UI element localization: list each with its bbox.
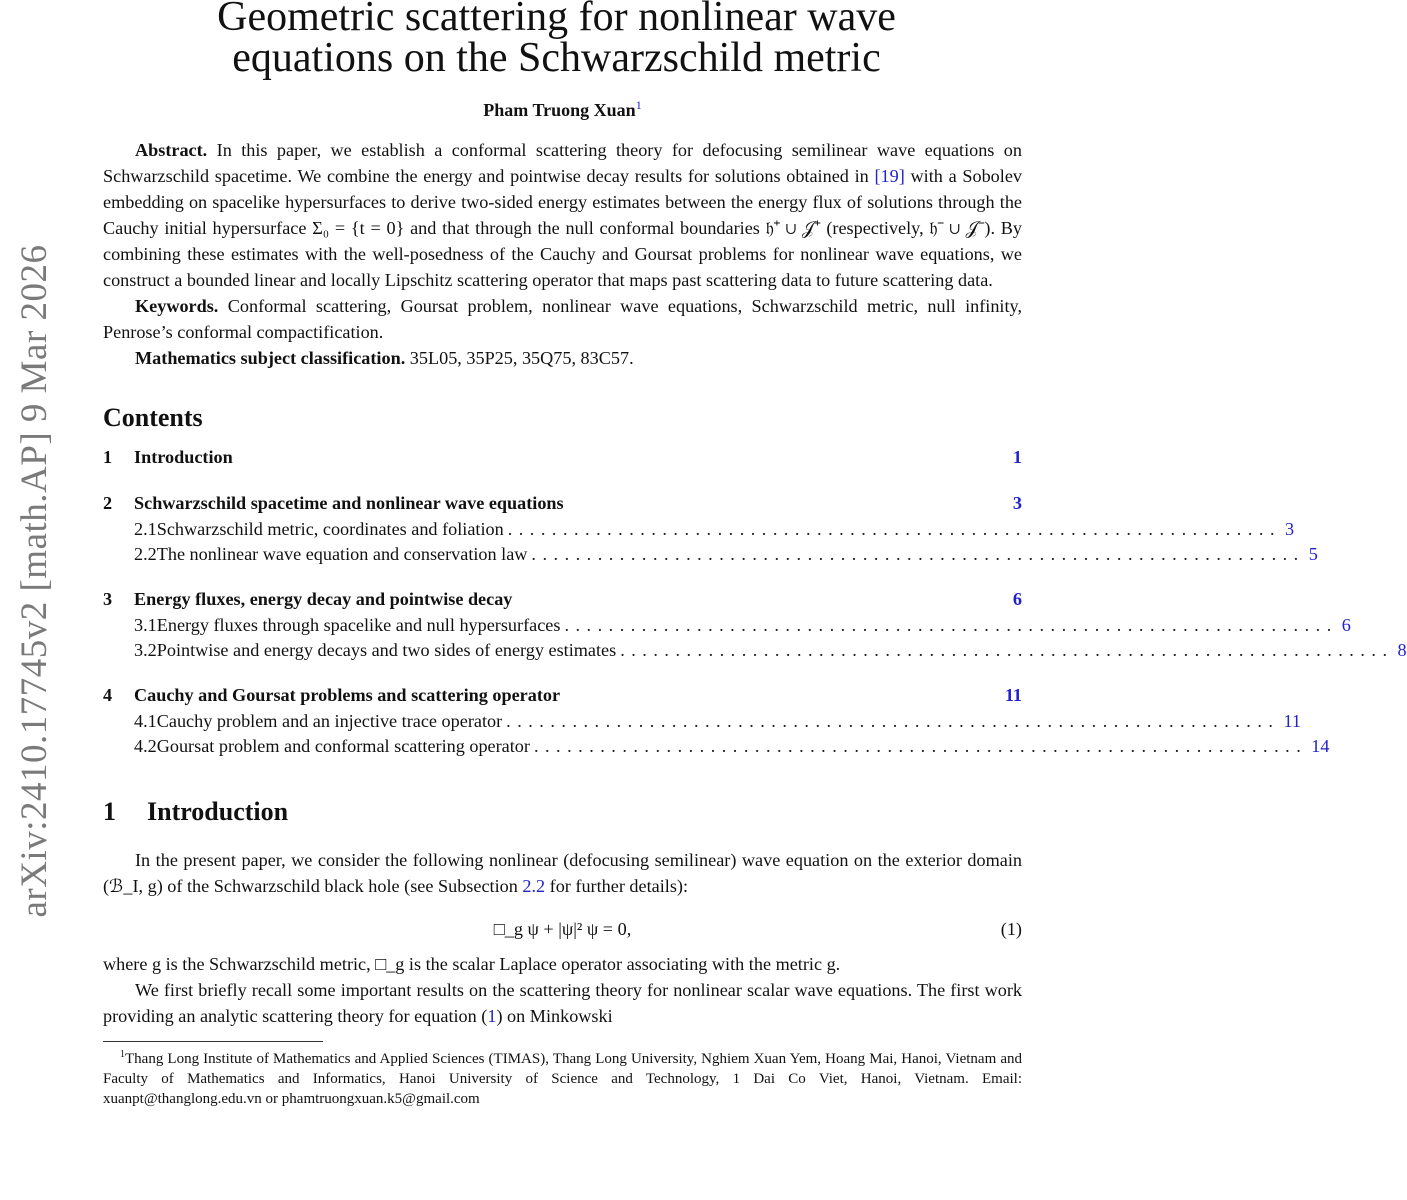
- toc-subsection-2-1[interactable]: [103, 519, 1295, 544]
- toc-section-number: 1: [103, 447, 113, 467]
- toc-leader-dots: ......................................................................: [533, 736, 1308, 756]
- toc-subsection-label: Schwarzschild metric, coordinates and foliation: [156, 519, 504, 539]
- toc-page-link[interactable]: 6: [1012, 589, 1022, 609]
- toc-page-link[interactable]: 6: [1341, 615, 1351, 635]
- intro-text: In the present paper, we consider the following nonlinear (defocusing semilinear) wave equation on the exterior domain (ℬ_I, g) of the Schwarzschild black hole (see Subsection: [103, 850, 1022, 896]
- toc-leader-dots: ......................................................................: [620, 640, 1394, 660]
- section-heading-introduction: [103, 797, 1022, 827]
- toc-page-link[interactable]: 8: [1397, 640, 1407, 660]
- toc-leader-dots: ......................................................................: [507, 519, 1281, 539]
- toc-subsection-number: 2.2: [134, 544, 157, 564]
- abstract-label: Abstract.: [135, 140, 208, 160]
- citation-link-19[interactable]: [19]: [874, 166, 905, 186]
- toc-section-label: Energy fluxes, energy decay and pointwise decay: [134, 589, 513, 609]
- toc-subsection-label: Cauchy problem and an injective trace operator: [156, 711, 503, 731]
- msc-text: 35L05, 35P25, 35Q75, 83C57.: [405, 348, 634, 368]
- toc-section-1[interactable]: [103, 447, 1022, 473]
- toc-section-label: Cauchy and Goursat problems and scattering operator: [134, 685, 561, 705]
- toc-subsection-number: 2.1: [134, 519, 157, 539]
- equation-link-1[interactable]: 1: [487, 1006, 497, 1026]
- toc-subsection-number: 3.2: [134, 640, 157, 660]
- toc-subsection-3-2[interactable]: [103, 640, 1407, 665]
- toc-section-number: 4: [103, 685, 113, 705]
- equation-number: (1): [1000, 919, 1022, 939]
- equation-1: [103, 911, 1022, 951]
- intro-paragraph-1: [103, 847, 1022, 899]
- toc-subsection-label: Energy fluxes through spacelike and null hypersurfaces: [156, 615, 561, 635]
- keywords-text: Conformal scattering, Goursat problem, nonlinear wave equations, Schwarzschild metric, null infinity, Penrose’s conformal compactification.: [103, 296, 1022, 342]
- toc-section-label: Introduction: [134, 447, 233, 467]
- intro-text: We first briefly recall some important results on the scattering theory for nonlinear scalar wave equations. The first work providing an analytic scattering theory for equation (: [103, 980, 1022, 1026]
- toc-section-number: 3: [103, 589, 113, 609]
- toc-subsection-number: 3.1: [134, 615, 157, 635]
- toc-page-link[interactable]: 3: [1012, 493, 1022, 513]
- toc-page-link[interactable]: 1: [1012, 447, 1022, 467]
- toc-subsection-3-1[interactable]: [103, 615, 1351, 640]
- author-footnote-link[interactable]: 1: [635, 98, 642, 112]
- section-title: Introduction: [147, 797, 289, 826]
- abstract: [103, 137, 1022, 293]
- section-number: 1: [103, 797, 116, 826]
- toc-section-4[interactable]: [103, 685, 1022, 711]
- title-line-1: Geometric scattering for nonlinear wave: [217, 0, 896, 40]
- abstract-text-2: with a Sobolev embedding on spacelike hypersurfaces to derive two-sided energy estimates between the energy flux of solutions through the Cauchy initial hypersurface Σ₀ = {t = 0} and that through the null conformal boundaries 𝔥⁺ ∪ 𝒥⁺ (respectively, 𝔥⁻ ∪ 𝒥⁻). By combining these estimates with the well-posedness of the Cauchy and Goursat problems for nonlinear wave equations, we construct a bounded linear and locally Lipschitz scattering operator that maps past scattering data to future scattering data.: [103, 166, 1022, 290]
- toc-page-link[interactable]: 5: [1308, 544, 1318, 564]
- table-of-contents: [103, 447, 1407, 761]
- title-line-2: equations on the Schwarzschild metric: [232, 35, 881, 81]
- abstract-text-1: In this paper, we establish a conformal scattering theory for defocusing semilinear wave equations on Schwarzschild spacetime. We combine the energy and pointwise decay results for solutions obtained in: [103, 140, 1022, 186]
- toc-subsection-label: Pointwise and energy decays and two sides of energy estimates: [156, 640, 617, 660]
- intro-paragraph-3: [103, 977, 1022, 1029]
- toc-page-link[interactable]: 3: [1284, 519, 1295, 539]
- author-line: [103, 98, 1022, 120]
- footnote-text: Thang Long Institute of Mathematics and Applied Sciences (TIMAS), Thang Long University, Nghiem Xuan Yem, Hoang Mai, Hanoi, Vietnam and Faculty of Mathematics and Informatics, Hanoi University of Science and Technology, 1 Dai Co Viet, Hanoi, Vietnam. Email: xuanpt@thanglong.edu.vn or phamtruongxuan.k5@gmail.com: [103, 1051, 1022, 1107]
- toc-section-label: Schwarzschild spacetime and nonlinear wave equations: [134, 493, 564, 513]
- paper-title: [97, 0, 1016, 79]
- toc-subsection-4-2[interactable]: [103, 736, 1330, 761]
- toc-subsection-2-2[interactable]: [103, 544, 1318, 569]
- msc-label: Mathematics subject classification.: [135, 348, 406, 368]
- keywords: [103, 293, 1022, 345]
- toc-subsection-number: 4.1: [134, 711, 157, 731]
- contents-heading: Contents: [103, 403, 203, 432]
- footnote-affiliation: [103, 1045, 1022, 1109]
- intro-text: for further details):: [545, 876, 689, 896]
- toc-leader-dots: ......................................................................: [564, 615, 1338, 635]
- subsection-link-2-2[interactable]: 2.2: [522, 876, 546, 896]
- toc-page-link[interactable]: 11: [1004, 685, 1022, 705]
- toc-subsection-number: 4.2: [134, 736, 157, 756]
- intro-paragraph-2: where g is the Schwarzschild metric, □_g is the scalar Laplace operator associating with the metric g.: [103, 954, 841, 974]
- toc-section-3[interactable]: [103, 589, 1022, 615]
- toc-leader-dots: ......................................................................: [531, 544, 1305, 564]
- author-name: Pham Truong Xuan: [483, 100, 636, 120]
- msc-classification: [103, 345, 1022, 371]
- toc-page-link[interactable]: 11: [1283, 711, 1301, 731]
- equation-formula: □_g ψ + |ψ|² ψ = 0,: [493, 919, 632, 939]
- paper-page: [103, 0, 1407, 1109]
- toc-subsection-4-1[interactable]: [103, 711, 1301, 736]
- toc-subsection-label: The nonlinear wave equation and conservation law: [156, 544, 528, 564]
- footnote-mark: 1: [120, 1049, 125, 1060]
- toc-leader-dots: ......................................................................: [506, 711, 1280, 731]
- footnote-rule: [103, 1041, 323, 1042]
- arxiv-identifier-stamp: arXiv:2410.17745v2 [math.AP] 9 Mar 2026: [14, 244, 55, 918]
- toc-subsection-label: Goursat problem and conformal scattering operator: [156, 736, 530, 756]
- keywords-label: Keywords.: [135, 296, 219, 316]
- intro-text: ) on Minkowski: [496, 1006, 613, 1026]
- toc-section-number: 2: [103, 493, 113, 513]
- toc-section-2[interactable]: [103, 493, 1022, 519]
- toc-page-link[interactable]: 14: [1311, 736, 1330, 756]
